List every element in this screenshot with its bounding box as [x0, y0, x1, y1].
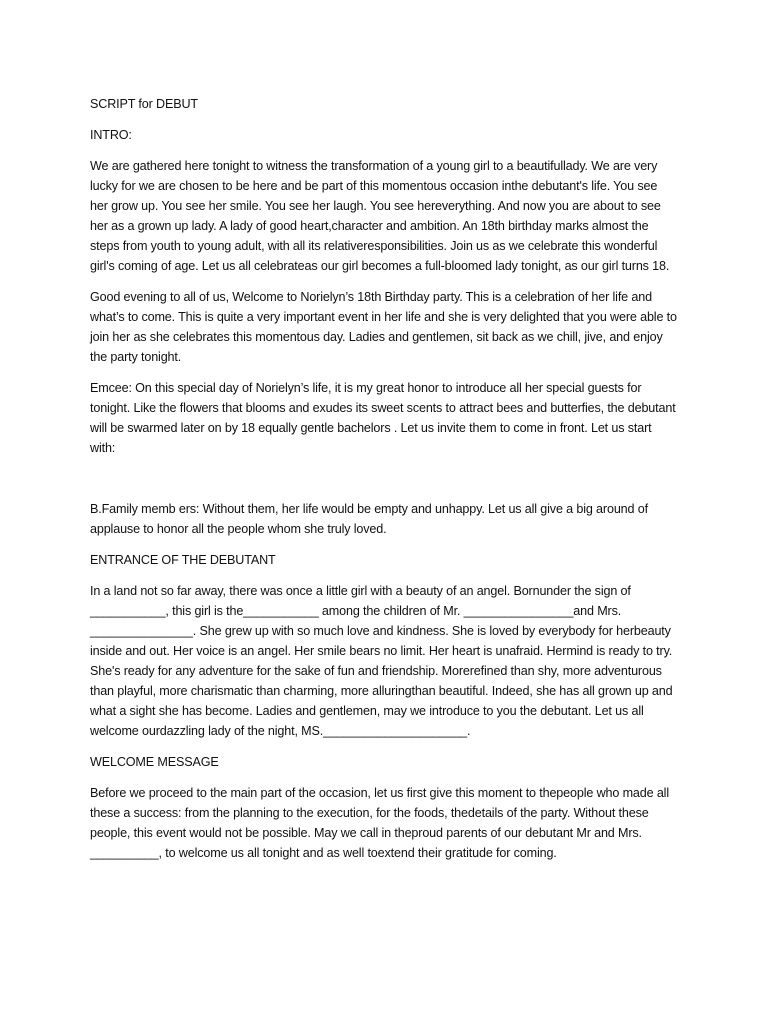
intro-paragraph-2: Good evening to all of us, Welcome to Norielyn’s 18th Birthday party. This is a celebration of her life and what’s to come. This is quite a very important event in her life and she is very delighted that you were able to join her as she celebrates this momentous day. Ladies and gentlemen, sit back as we chill, jive, and enjoy the party tonight. — [90, 290, 677, 364]
family-members-paragraph: B.Family memb ers: Without them, her life would be empty and unhappy. Let us all give a big around of applause to honor all the people whom she truly loved. — [90, 502, 648, 536]
intro-paragraph-1: We are gathered here tonight to witness the transformation of a young girl to a beautifullady. We are very lucky for we are chosen to be here and be part of this momentous occasion inthe debutant's life. You see her grow up. You see her smile. You see her laugh. You see hereverything. And now you are about to see her as a grown up lady. A lady of good heart,character and ambition. An 18th birthday marks almost the steps from youth to young adult, with all its relativeresponsibilities. Join us as we celebrate this wonderful girl's coming of age. Let us all celebrateas our girl becomes a full-bloomed lady tonight, as our girl turns 18. — [90, 159, 670, 273]
intro-heading: INTRO: — [90, 128, 132, 142]
entrance-paragraph: In a land not so far away, there was once a little girl with a beauty of an angel. Bornunder the sign of ___________, this girl is the___________ among the children of Mr. ________________and Mrs. _______________. She grew up with so much love and kindness. She is loved by everybody for herbeauty inside and out. Her voice is an angel. Her smile bears no limit. Her heart is unafraid. Hermind is ready to try. She's ready for any adventure for the sake of fun and friendship. Morerefined than shy, more adventurous than playful, more charismatic than charming, more alluringthan beautiful. Indeed, she has all grown up and what a sight she has become. Ladies and gentlemen, may we introduce to you the debutant. Let us all welcome ourdazzling lady of the night, MS._____________________. — [90, 584, 673, 738]
document-title: SCRIPT for DEBUT — [90, 97, 198, 111]
welcome-paragraph: Before we proceed to the main part of the occasion, let us first give this moment to thepeople who made all these a success: from the planning to the execution, for the foods, thedetails of the party. Without these people, this event would not be possible. May we call in theproud parents of our debutant Mr and Mrs. __________, to welcome us all tonight and as well toextend their gratitude for coming. — [90, 786, 669, 860]
blank-space — [90, 469, 678, 499]
entrance-heading: ENTRANCE OF THE DEBUTANT — [90, 553, 276, 567]
welcome-heading: WELCOME MESSAGE — [90, 755, 219, 769]
document-page — [90, 94, 678, 874]
intro-paragraph-3: Emcee: On this special day of Norielyn’s life, it is my great honor to introduce all her special guests for tonight. Like the flowers that blooms and exudes its sweet scents to attract bees and butterfies, the debutant will be swarmed later on by 18 equally gentle bachelors . Let us invite them to come in front. Let us start with: — [90, 381, 676, 455]
